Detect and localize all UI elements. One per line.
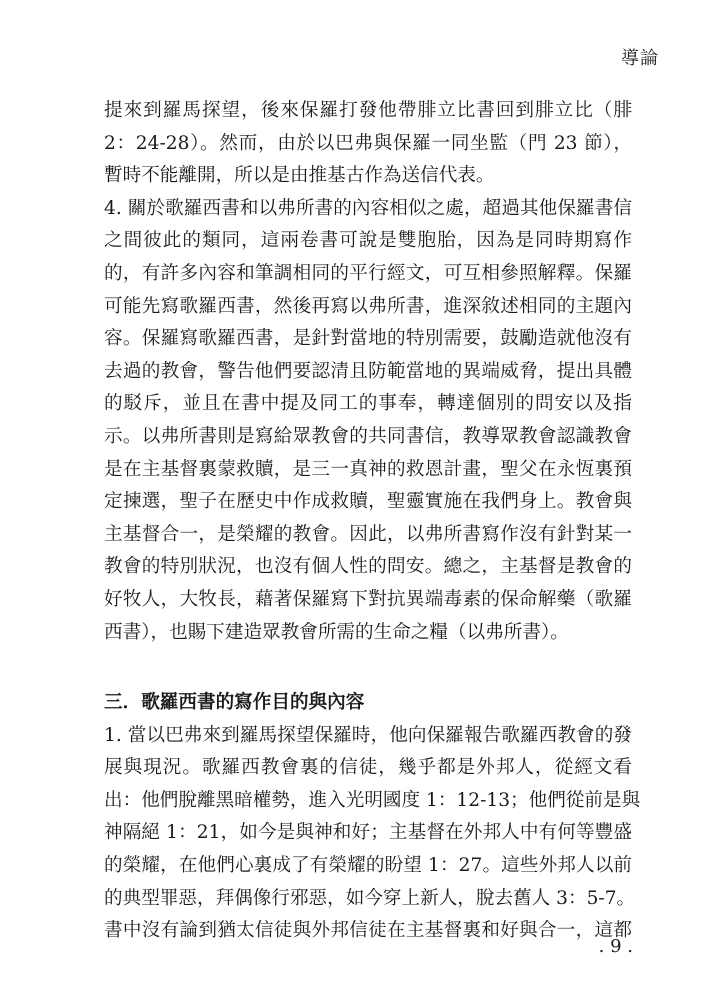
text-line: 之間彼此的類同，這兩卷書可說是雙胞胎，因為是同時期寫作 — [104, 230, 632, 252]
text-line: 教會的特別狀況，也沒有個人性的問安。總之，主基督是教會的 — [104, 556, 632, 578]
paragraph-point-1 — [104, 720, 641, 948]
text-line: 的榮耀，在他們心裏成了有榮耀的盼望 1：27。這些外邦人以前 — [104, 855, 632, 877]
text-line: 展與現況。歌羅西教會裏的信徒，幾乎都是外邦人，從經文看 — [104, 757, 632, 779]
text-line: 1. 當以巴弗來到羅馬探望保羅時，他向保羅報告歌羅西教會的發 — [104, 724, 632, 746]
text-line: 書中沒有論到猶太信徒與外邦信徒在主基督裏和好與合一，這都 — [104, 920, 632, 942]
text-line: 西書），也賜下建造眾教會所需的生命之糧（以弗所書）。 — [104, 621, 569, 643]
text-line: 好牧人，大牧長，藉著保羅寫下對抗異端毒素的保命解藥（歌羅 — [104, 588, 632, 610]
text-line: 暫時不能離開，所以是由推基古作為送信代表。 — [104, 165, 495, 187]
text-line: 主基督合一，是榮耀的教會。因此，以弗所書寫作沒有針對某一 — [104, 523, 632, 545]
text-line: 示。以弗所書則是寫給眾教會的共同書信，教導眾教會認識教會 — [104, 425, 632, 447]
text-line: 的典型罪惡，拜偶像行邪惡，如今穿上新人，脫去舊人 3：5-7。 — [104, 887, 636, 909]
text-line: 2：24-28）。然而，由於以巴弗與保羅一同坐監（門 23 節）， — [104, 132, 632, 154]
text-line: 可能先寫歌羅西書，然後再寫以弗所書，進深敘述相同的主題內 — [104, 295, 632, 317]
text-line: 提來到羅馬探望，後來保羅打發他帶腓立比書回到腓立比（腓 — [104, 100, 632, 121]
section-heading: 三．歌羅西書的寫作目的與內容 — [104, 692, 365, 714]
paragraph-continuation — [104, 95, 632, 193]
text-line: 定揀選，聖子在歷史中作成救贖，聖靈實施在我們身上。教會與 — [104, 491, 632, 513]
text-line: 容。保羅寫歌羅西書，是針對當地的特別需要，鼓勵造就他沒有 — [104, 328, 632, 350]
page-content — [104, 95, 641, 948]
page-number: . 9 . — [598, 936, 633, 957]
text-line: 的，有許多內容和筆調相同的平行經文，可互相參照解釋。保羅 — [104, 262, 632, 284]
running-head-title: 導論 — [621, 48, 659, 69]
paragraph-point-4 — [104, 193, 632, 649]
text-line: 出：他們脫離黑暗權勢，進入光明國度 1：12-13；他們從前是與 — [104, 789, 641, 811]
text-line: 4. 關於歌羅西書和以弗所書的內容相似之處，超過其他保羅書信 — [104, 197, 632, 219]
text-line: 的駁斥，並且在書中提及同工的事奉，轉達個別的問安以及指 — [104, 393, 632, 415]
text-line: 去過的教會，警告他們要認清且防範當地的異端威脅，提出具體 — [104, 360, 632, 382]
text-line: 是在主基督裏蒙救贖，是三一真神的救恩計畫，聖父在永恆裏預 — [104, 458, 632, 480]
text-line: 神隔絕 1：21，如今是與神和好；主基督在外邦人中有何等豐盛 — [104, 822, 632, 844]
